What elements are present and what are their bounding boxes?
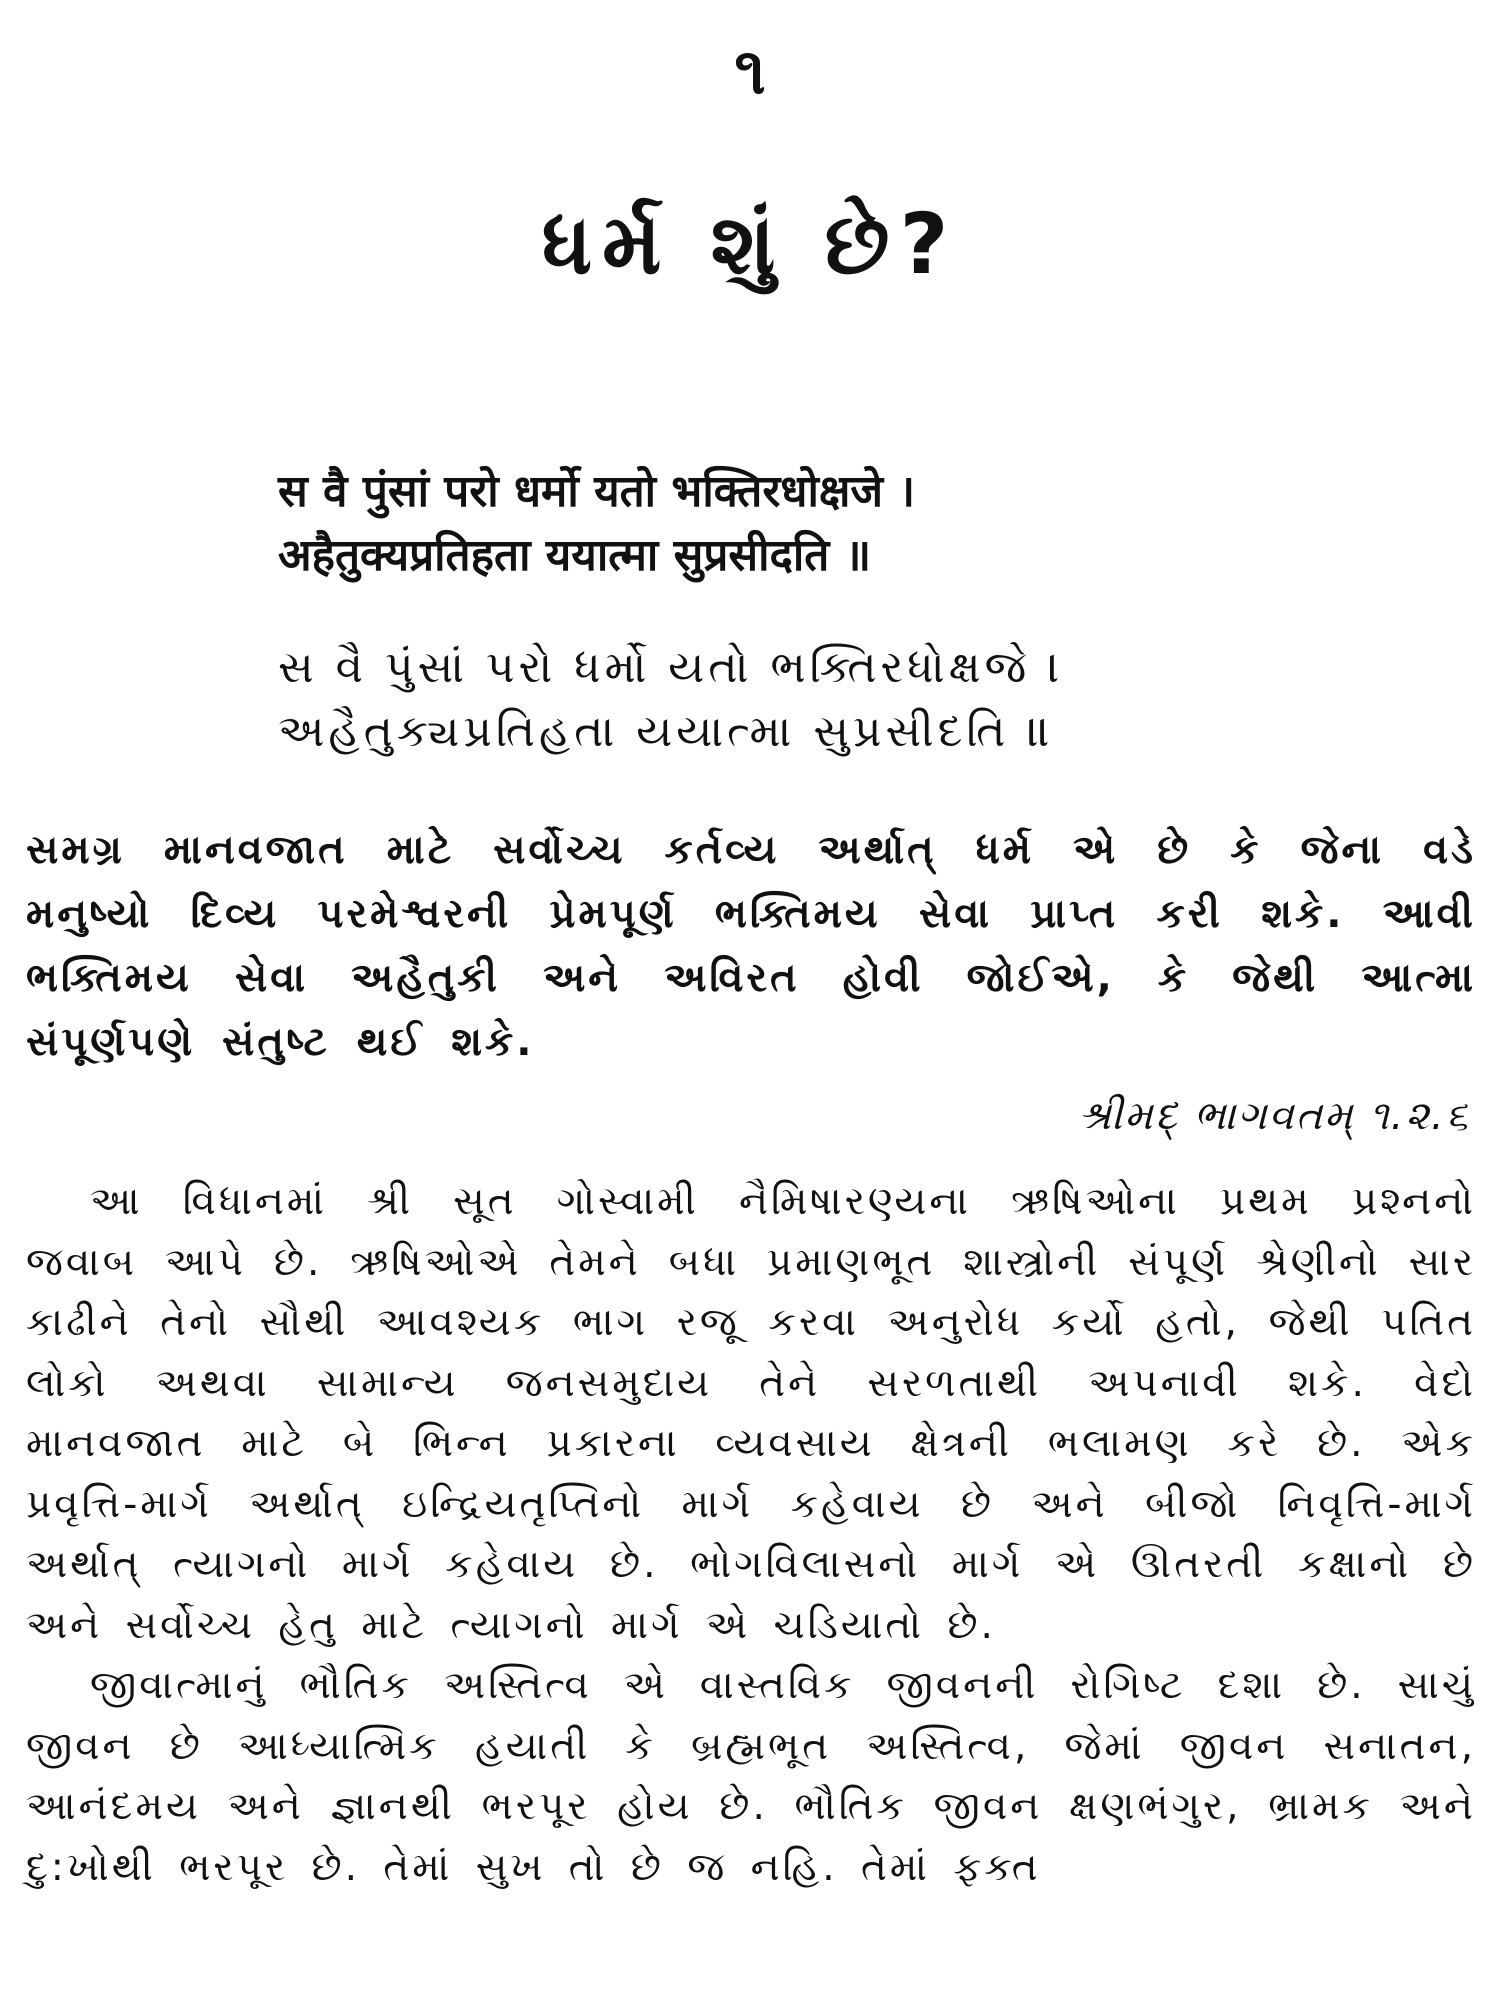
verse-translation: સમગ્ર માનવજાત માટે સર્વોચ્ચ કર્તવ્ય અર્થાત્ ધર્મ એ છે કે જેના વડે મનુષ્યો દિવ્ય પરમેશ્વરની પ્રેમપૂર્ણ ભક્તિમય સેવા પ્રાપ્ત કરી શકે. આવી ભક્તિમય સેવા અહૈતુકી અને અવિરત હોવી જોઈએ, કે જેથી આત્મા સંપૂર્ણપણે સંતુષ્ટ થઈ શકે.	[26, 827, 1476, 1065]
verse-line: स वै पुंसां परो धर्मो यतो भक्तिरधोक्षजे ।	[278, 466, 916, 517]
purport-text	[26, 1172, 1476, 1898]
purport-paragraph: જીવાત્માનું ભૌતિક અસ્તિત્વ એ વાસ્તવિક જીવનની રોગિષ્ટ દશા છે. સાચું જીવન છે આધ્યાત્મિક હયાતી કે બ્રહ્મભૂત અસ્તિત્વ, જેમાં જીવન સનાતન, આનંદમય અને જ્ઞાનથી ભરપૂર હોય છે. ભૌતિક જીવન ક્ષણભંગુર, ભ્રામક અને દુ:ખોથી ભરપૂર છે. તેમાં સુખ તો છે જ નહિ. તેમાં ફક્ત	[26, 1663, 1476, 1890]
verse-line: સ વૈ પુંસાં પરો ધર્મો યતો ભક્તિરધોક્ષજે ।	[278, 642, 1064, 693]
chapter-title: ધર્મ શું છે?	[541, 195, 959, 293]
scripture-reference: શ્રીમદ્ ભાગવતમ્ ૧.૨.૬	[1078, 1093, 1470, 1139]
chapter-number: ૧	[734, 35, 766, 109]
verse-line: અહૈતુક્યપ્રતિહતા યયાત્મા સુપ્રસીદતિ ॥	[278, 706, 1055, 757]
verse-devanagari	[278, 460, 1338, 588]
purport-paragraph: આ વિધાનમાં શ્રી સૂત ગોસ્વામી નૈમિષારણ્યના ઋષિઓના પ્રથમ પ્રશ્નનો જવાબ આપે છે. ઋષિઓએ તેમને બધા પ્રમાણભૂત શાસ્ત્રોની સંપૂર્ણ શ્રેણીનો સાર કાઢીને તેનો સૌથી આવશ્યક ભાગ રજૂ કરવા અનુરોધ કર્યો હતો, જેથી પતિત લોકો અથવા સામાન્ય જનસમુદાય તેને સરળતાથી અપનાવી શકે. વેદો માનવજાત માટે બે ભિન્ન પ્રકારના વ્યવસાય ક્ષેત્રની ભલામણ કરે છે. એક પ્રવૃત્તિ-માર્ગ અર્થાત્ ઇન્દ્રિયતૃપ્તિનો માર્ગ કહેવાય છે અને બીજો નિવૃત્તિ-માર્ગ અર્થાત્ ત્યાગનો માર્ગ કહેવાય છે. ભોગવિલાસનો માર્ગ એ ઊતરતી કક્ષાનો છે અને સર્વોચ્ચ હેતુ માટે ત્યાગનો માર્ગ એ ચડિયાતો છે.	[26, 1179, 1476, 1648]
verse-line: अहैतुक्यप्रतिहता ययात्मा सुप्रसीदति ॥	[278, 530, 872, 581]
verse-gujarati-transliteration	[278, 636, 1338, 764]
